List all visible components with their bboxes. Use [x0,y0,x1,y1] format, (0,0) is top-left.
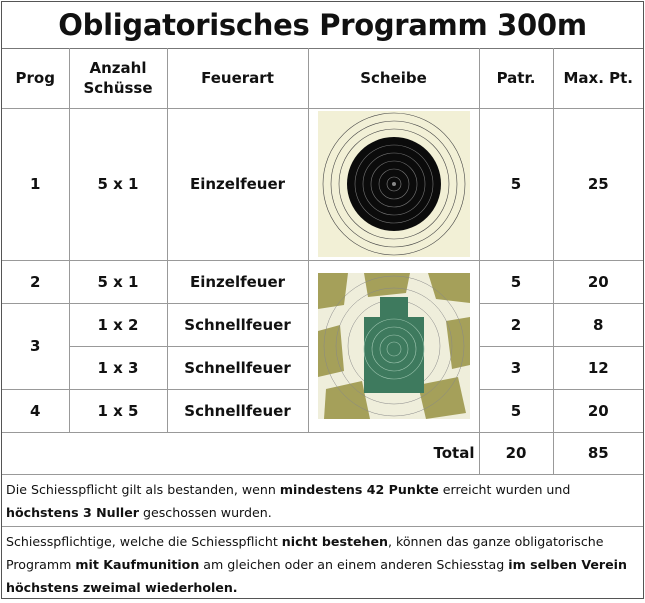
header-shots-line1: Anzahl [89,58,147,77]
note2-bold-3: im selben Verein höchstens zweimal wiederholen. [6,557,627,595]
total-max: 85 [553,432,643,474]
note1-text-3: geschossen wurden. [139,505,272,520]
row3b-fire: Schnellfeuer [167,346,308,389]
note1-text-1: Die Schiesspflicht gilt als bestanden, wenn [6,482,280,497]
note2-bold-2: mit Kaufmunition [75,557,200,572]
row4-max: 20 [553,389,643,432]
row1-max: 25 [553,108,643,260]
row1-prog: 1 [2,108,69,260]
table-row [2,108,643,260]
table-header-row [2,48,643,108]
header-shots [69,48,167,108]
pass-condition-note [2,474,643,526]
repeat-rule-note [2,526,643,600]
row3a-shots: 1 x 2 [69,303,167,346]
note2-text-1: Schiesspflichtige, welche die Schiesspflicht [6,534,282,549]
page-title: Obligatorisches Programm 300m [2,2,643,49]
total-ammo: 20 [479,432,553,474]
row2-fire: Einzelfeuer [167,260,308,303]
note2-text-3: am gleichen oder an einem anderen Schiesstag [199,557,509,572]
note1-bold-1: mindestens 42 Punkte [279,482,439,497]
row4-ammo: 5 [479,389,553,432]
row1-ammo: 5 [479,108,553,260]
header-prog: Prog [2,48,69,108]
header-max: Max. Pt. [553,48,643,108]
row3a-max: 8 [553,303,643,346]
row2-max: 20 [553,260,643,303]
row3b-max: 12 [553,346,643,389]
program-sheet [1,1,644,599]
precision-target-image [318,111,470,257]
total-row [2,432,643,474]
note2-text-2: , können das ganze obligatorische Programm [6,534,604,572]
row2-prog: 2 [2,260,69,303]
row4-fire: Schnellfeuer [167,389,308,432]
table-row [2,260,643,303]
header-fire: Feuerart [167,48,308,108]
target-a-cell [308,108,479,260]
row3-prog: 3 [2,303,69,389]
total-label: Total [2,432,479,474]
row4-prog: 4 [2,389,69,432]
row1-shots: 5 x 1 [69,108,167,260]
row3b-ammo: 3 [479,346,553,389]
row2-ammo: 5 [479,260,553,303]
header-shots-line2: Schüsse [83,78,153,97]
header-target: Scheibe [308,48,479,108]
target-b-cell [308,260,479,432]
note2-bold-1: nicht bestehen [281,534,388,549]
row2-shots: 5 x 1 [69,260,167,303]
header-ammo: Patr. [479,48,553,108]
row3a-ammo: 2 [479,303,553,346]
row3b-shots: 1 x 3 [69,346,167,389]
program-table [2,48,643,475]
row1-fire: Einzelfeuer [167,108,308,260]
row4-shots: 1 x 5 [69,389,167,432]
camouflage-target-image [318,273,470,419]
note1-text-2: erreicht wurden und [438,482,571,497]
note1-bold-2: höchstens 3 Nuller [6,505,139,520]
row3a-fire: Schnellfeuer [167,303,308,346]
